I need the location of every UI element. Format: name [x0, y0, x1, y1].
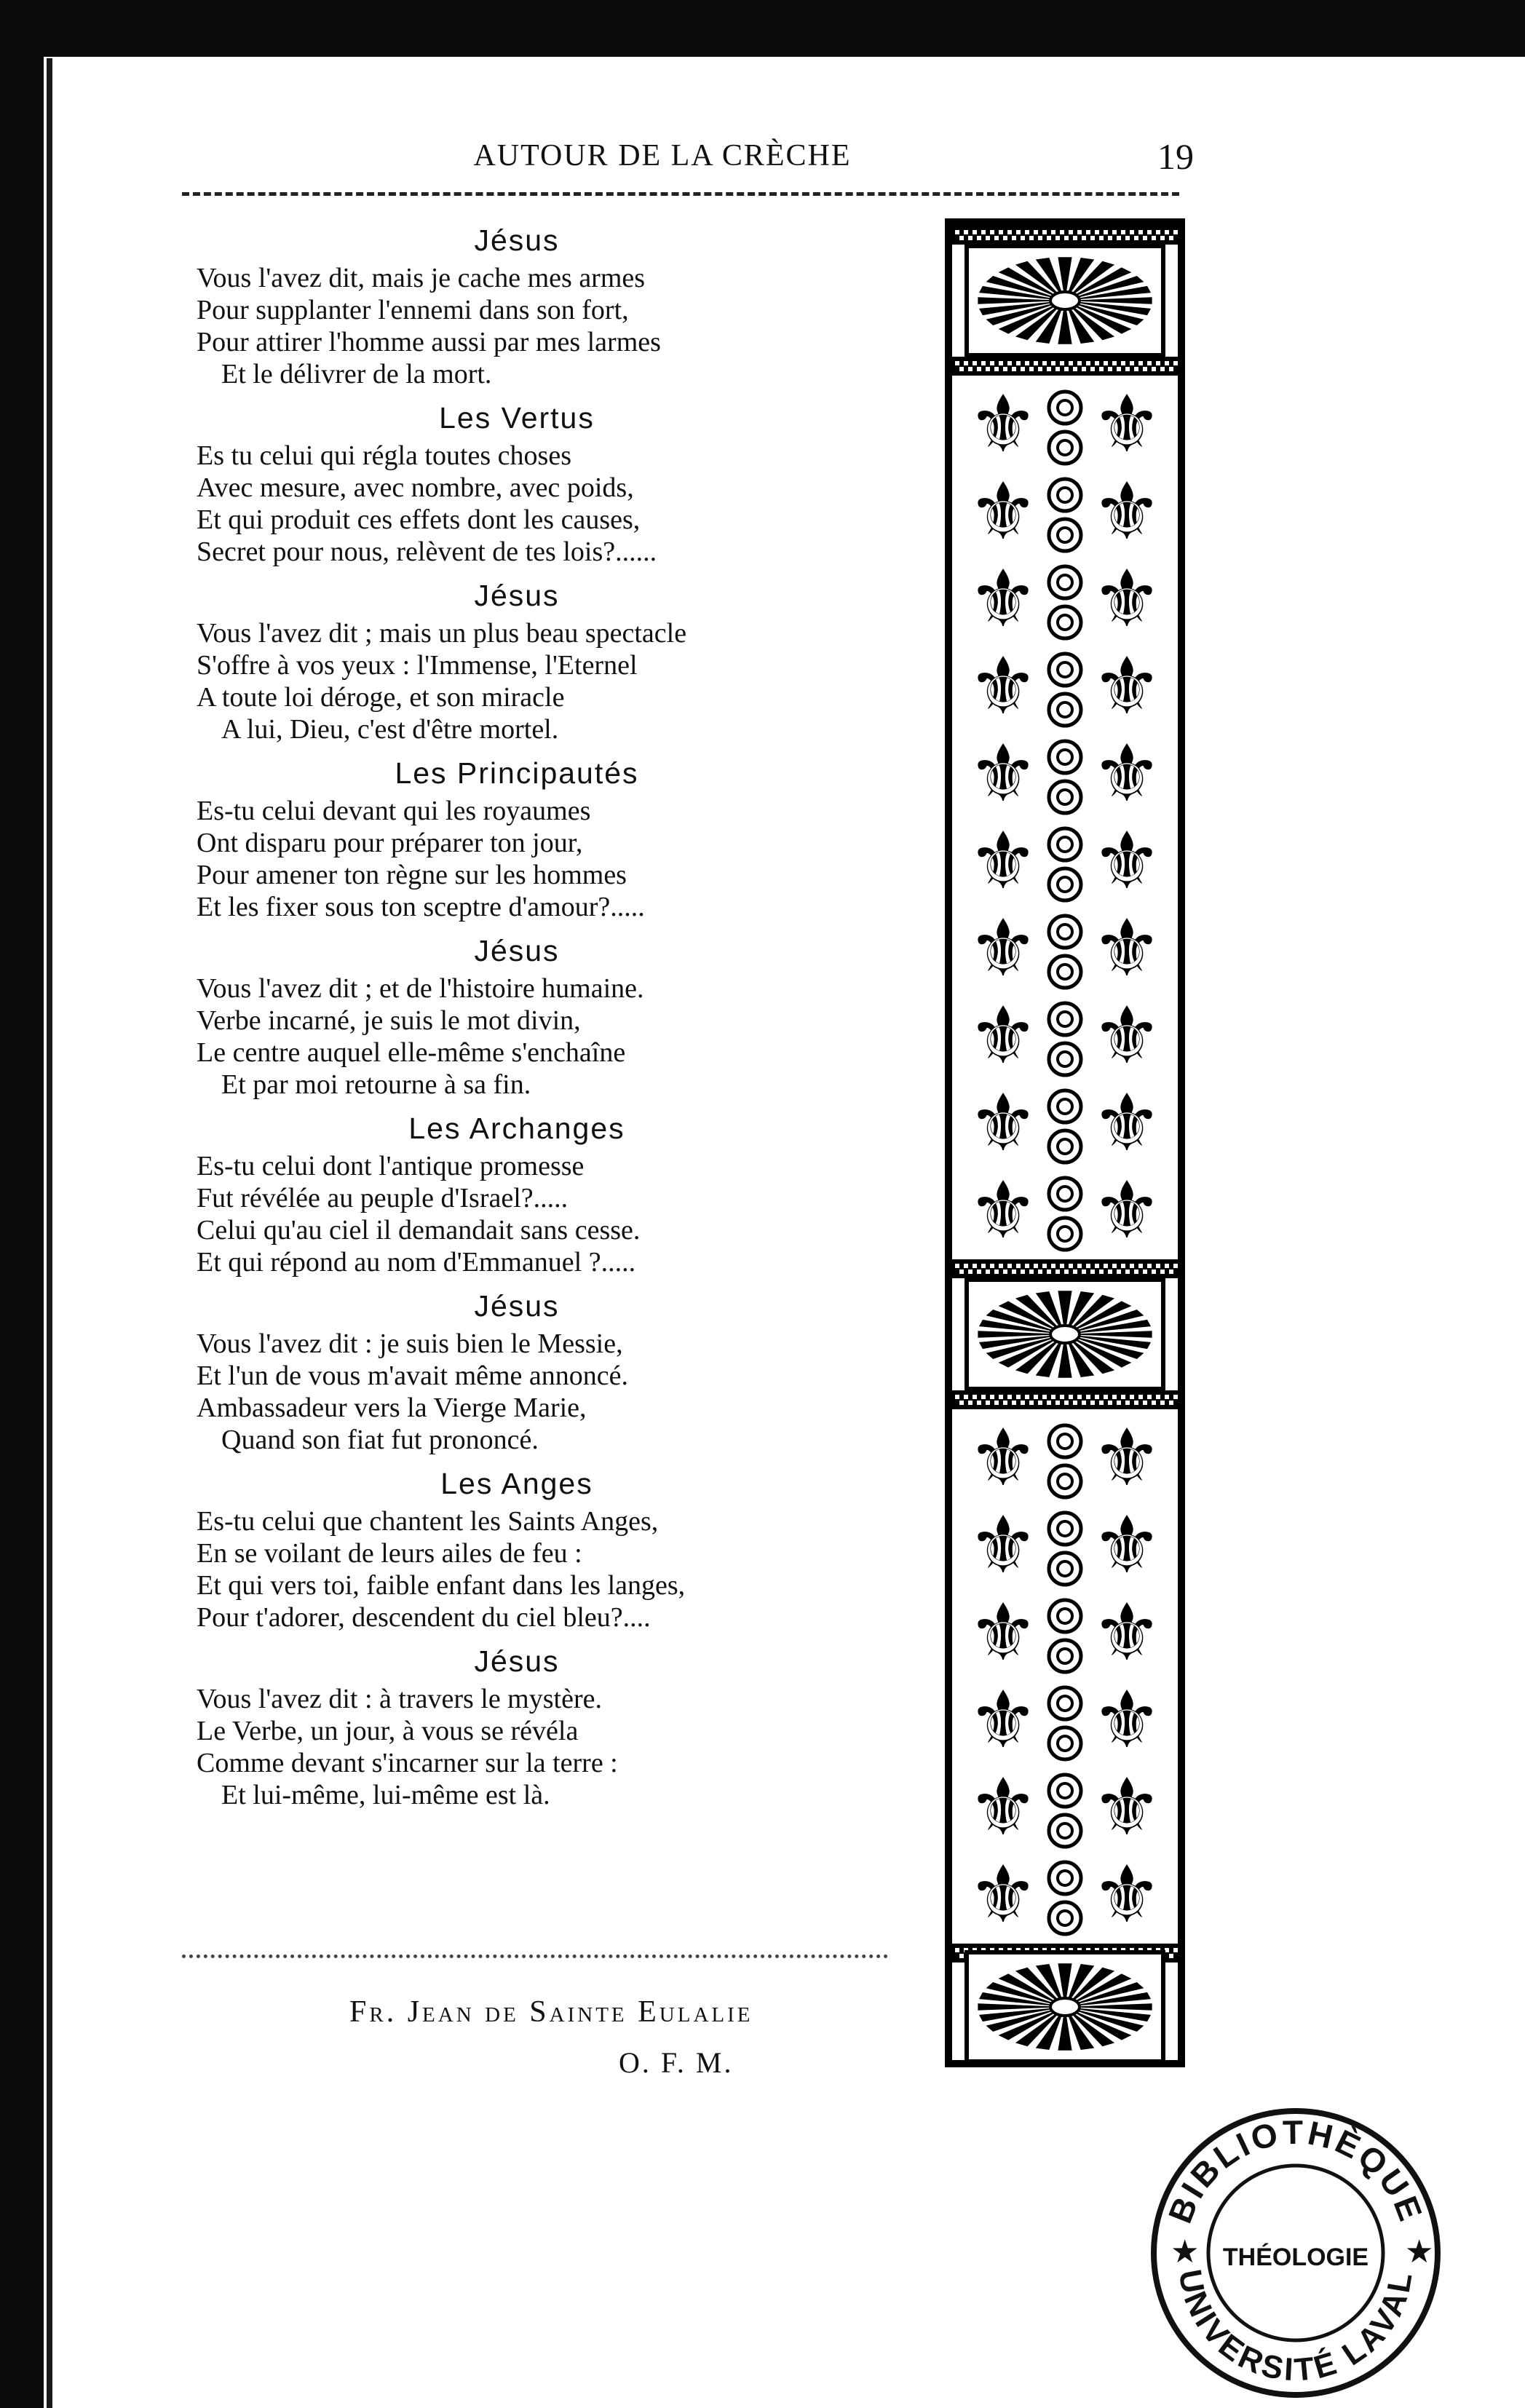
verse-line: Et qui produit ces effets dont les causes, — [197, 504, 641, 535]
star-icon: ★ — [1405, 2233, 1434, 2270]
speaker-heading: Les Principautés — [395, 756, 639, 790]
rosette-icon — [1049, 781, 1081, 813]
ornament-pattern — [952, 226, 1178, 2060]
rosette-icon — [1049, 432, 1081, 464]
verse-line: Vous l'avez dit, mais je cache mes armes — [197, 263, 646, 293]
checker-band — [952, 226, 1178, 245]
scan-top-border — [0, 0, 1525, 57]
rosette-icon — [1049, 1600, 1081, 1632]
author-order: O. F. M. — [619, 2046, 734, 2079]
fleur-de-lis-icon: ⚜ — [967, 1762, 1039, 1853]
scan-left-border — [0, 0, 44, 2408]
verse-line: Le Verbe, un jour, à vous se révéla — [197, 1716, 579, 1746]
verse-line: En se voilant de leurs ailes de feu : — [197, 1538, 582, 1569]
fleur-de-lis-icon: ⚜ — [1091, 1850, 1162, 1941]
rosette-icon — [1049, 1425, 1081, 1457]
fleur-de-lis-icon: ⚜ — [967, 467, 1039, 558]
stanza — [197, 1150, 924, 1278]
speaker-heading: Jésus — [474, 1644, 560, 1678]
verse-line: Pour t'adorer, descendent du ciel bleu?.... — [197, 1602, 651, 1633]
rosette-icon — [1049, 1640, 1081, 1672]
fleur-de-lis-icon: ⚜ — [1091, 1500, 1162, 1591]
verse-line: Et lui-même, lui-même est là. — [221, 1780, 550, 1810]
verse-line: Verbe incarné, je suis le mot divin, — [197, 1005, 581, 1036]
fleur-de-lis-icon: ⚜ — [1091, 1165, 1162, 1256]
stanza — [197, 973, 924, 1101]
fleur-de-lis-icon: ⚜ — [967, 379, 1039, 470]
verse-line: Comme devant s'incarner sur la terre : — [197, 1748, 618, 1778]
verse-line: Vous l'avez dit ; et de l'histoire humaine. — [197, 973, 644, 1004]
stanza — [197, 1683, 924, 1811]
rosette-icon — [1049, 741, 1081, 773]
fleur-de-lis-icon: ⚜ — [967, 1500, 1039, 1591]
verse-line: Pour supplanter l'ennemi dans son fort, — [197, 295, 629, 325]
stamp-top-text: BIBLIOTHÈQUE — [1160, 2112, 1431, 2228]
verse-line: Pour attirer l'homme aussi par mes larmes — [197, 327, 661, 357]
fleur-de-lis-icon: ⚜ — [1091, 991, 1162, 1082]
stamp-bottom-text: UNIVERSITÉ LAVAL — [1171, 2267, 1420, 2388]
fleur-de-lis-icon: ⚜ — [1091, 379, 1162, 470]
verse-line: Et le délivrer de la mort. — [221, 359, 492, 389]
star-icon: ★ — [1171, 2233, 1200, 2270]
fleur-de-lis-icon: ⚜ — [967, 903, 1039, 994]
fleur-de-lis-icon: ⚜ — [1091, 1413, 1162, 1504]
verse-line: Et qui vers toi, faible enfant dans les langes, — [197, 1570, 686, 1601]
rosette-icon — [1049, 1218, 1081, 1250]
verse-line: A lui, Dieu, c'est d'être mortel. — [221, 714, 559, 745]
rosette-icon — [1049, 1043, 1081, 1075]
speaker-heading: Jésus — [474, 223, 560, 257]
speaker-heading: Les Vertus — [439, 401, 595, 435]
verse-line: Vous l'avez dit ; mais un plus beau spectacle — [197, 618, 687, 649]
rosette-icon — [1049, 1553, 1081, 1585]
fleur-de-lis-border-ornament — [945, 218, 1185, 2067]
stanza — [197, 795, 924, 923]
rosette-icon — [1049, 1178, 1081, 1210]
fleur-de-lis-icon: ⚜ — [967, 1675, 1039, 1766]
fleur-de-lis-icon: ⚜ — [1091, 729, 1162, 820]
fleur-de-lis-icon: ⚜ — [1091, 1675, 1162, 1766]
verse-line: Secret pour nous, relèvent de tes lois?...... — [197, 536, 657, 567]
fleur-de-lis-icon: ⚜ — [1091, 816, 1162, 907]
rosette-icon — [1049, 566, 1081, 598]
verse-line: A toute loi déroge, et son miracle — [197, 682, 565, 713]
rosette-icon — [1049, 1775, 1081, 1807]
fleur-de-lis-icon: ⚜ — [1091, 467, 1162, 558]
verse-line: Le centre auquel elle-même s'enchaîne — [197, 1037, 626, 1068]
fleur-de-lis-icon: ⚜ — [1091, 1078, 1162, 1169]
rosette-icon — [1049, 1090, 1081, 1122]
verse-line: S'offre à vos yeux : l'Immense, l'Eternel — [197, 650, 638, 681]
sunburst-center — [1050, 1326, 1080, 1343]
speaker-heading: Jésus — [474, 934, 560, 967]
rosette-icon — [1049, 1130, 1081, 1163]
verse-line: Vous l'avez dit : je suis bien le Messie, — [197, 1328, 623, 1359]
checker-band — [952, 1259, 1178, 1278]
verse-line: Quand son fiat fut prononcé. — [221, 1425, 539, 1455]
verse-line: Es-tu celui devant qui les royaumes — [197, 796, 591, 826]
rosette-icon — [1049, 1003, 1081, 1035]
stanza — [197, 1505, 924, 1633]
rosette-icon — [1049, 1902, 1081, 1934]
fleur-de-lis-icon: ⚜ — [967, 1413, 1039, 1504]
fleur-de-lis-icon: ⚜ — [967, 1165, 1039, 1256]
fleur-de-lis-icon: ⚜ — [967, 991, 1039, 1082]
poem — [197, 218, 924, 1817]
rosette-icon — [1049, 916, 1081, 948]
page-number: 19 — [1157, 136, 1194, 177]
verse-line: Ont disparu pour préparer ton jour, — [197, 828, 583, 858]
scan-left-edge-line — [47, 58, 52, 2408]
fleur-de-lis-icon: ⚜ — [967, 729, 1039, 820]
fleur-de-lis-icon: ⚜ — [967, 816, 1039, 907]
rosette-icon — [1049, 1862, 1081, 1894]
verse-line: Celui qu'au ciel il demandait sans cesse. — [197, 1215, 641, 1245]
verse-line: Et par moi retourne à sa fin. — [221, 1069, 531, 1100]
speaker-heading: Les Anges — [440, 1467, 593, 1500]
rosette-icon — [1049, 868, 1081, 900]
verse-line: Et les fixer sous ton sceptre d'amour?..... — [197, 892, 645, 922]
verse-line: Avec mesure, avec nombre, avec poids, — [197, 472, 634, 503]
checker-band — [952, 1390, 1178, 1409]
rosette-icon — [1049, 392, 1081, 424]
running-head: AUTOUR DE LA CRÈCHE — [473, 139, 852, 173]
speaker-heading: Jésus — [474, 1289, 560, 1323]
rosette-icon — [1049, 1465, 1081, 1497]
fleur-de-lis-icon: ⚜ — [967, 641, 1039, 732]
verse-line: Pour amener ton règne sur les hommes — [197, 860, 627, 890]
stanza — [197, 617, 924, 745]
stanza — [197, 440, 924, 568]
stamp-center-text: THÉOLOGIE — [1222, 2243, 1369, 2271]
rosette-icon — [1049, 654, 1081, 686]
rosette-icon — [1049, 1687, 1081, 1719]
verse-line: Et qui répond au nom d'Emmanuel ?..... — [197, 1247, 636, 1278]
rosette-icon — [1049, 1727, 1081, 1759]
fleur-de-lis-icon: ⚜ — [967, 554, 1039, 645]
fleur-de-lis-icon: ⚜ — [967, 1078, 1039, 1169]
rosette-icon — [1049, 694, 1081, 726]
verse-line: Ambassadeur vers la Vierge Marie, — [197, 1393, 587, 1423]
stanza — [197, 262, 924, 390]
fleur-de-lis-icon: ⚜ — [967, 1588, 1039, 1679]
rosette-icon — [1049, 1513, 1081, 1545]
fleur-de-lis-icon: ⚜ — [1091, 1588, 1162, 1679]
rosette-icon — [1049, 519, 1081, 551]
speaker-heading: Jésus — [474, 579, 560, 612]
fleur-de-lis-icon: ⚜ — [967, 1850, 1039, 1941]
verse-line: Fut révélée au peuple d'Israel?..... — [197, 1183, 569, 1213]
sunburst-center — [1050, 1998, 1080, 2016]
fleur-de-lis-icon: ⚜ — [1091, 903, 1162, 994]
signature-dotted-rule — [182, 1954, 888, 1958]
header-rule — [182, 192, 1179, 196]
rosette-icon — [1049, 479, 1081, 511]
rosette-icon — [1049, 956, 1081, 988]
verse-line: Es-tu celui dont l'antique promesse — [197, 1151, 585, 1181]
author-signature: Fr. Jean de Sainte Eulalie — [349, 1995, 753, 2029]
rosette-icon — [1049, 828, 1081, 860]
rosette-icon — [1049, 606, 1081, 638]
verse-line: Vous l'avez dit : à travers le mystère. — [197, 1684, 602, 1714]
fleur-de-lis-icon: ⚜ — [1091, 554, 1162, 645]
sunburst-center — [1050, 292, 1080, 309]
verse-line: Es-tu celui que chantent les Saints Anges, — [197, 1506, 659, 1537]
stanza — [197, 1328, 924, 1456]
verse-line: Es tu celui qui régla toutes choses — [197, 440, 571, 471]
speaker-heading: Les Archanges — [408, 1112, 625, 1145]
library-stamp — [1143, 2096, 1449, 2402]
fleur-de-lis-icon: ⚜ — [1091, 1762, 1162, 1853]
stamp-seal — [1143, 2096, 1449, 2402]
fleur-de-lis-icon: ⚜ — [1091, 641, 1162, 732]
rosette-icon — [1049, 1815, 1081, 1847]
verse-line: Et l'un de vous m'avait même annoncé. — [197, 1361, 629, 1391]
checker-band — [952, 357, 1178, 376]
